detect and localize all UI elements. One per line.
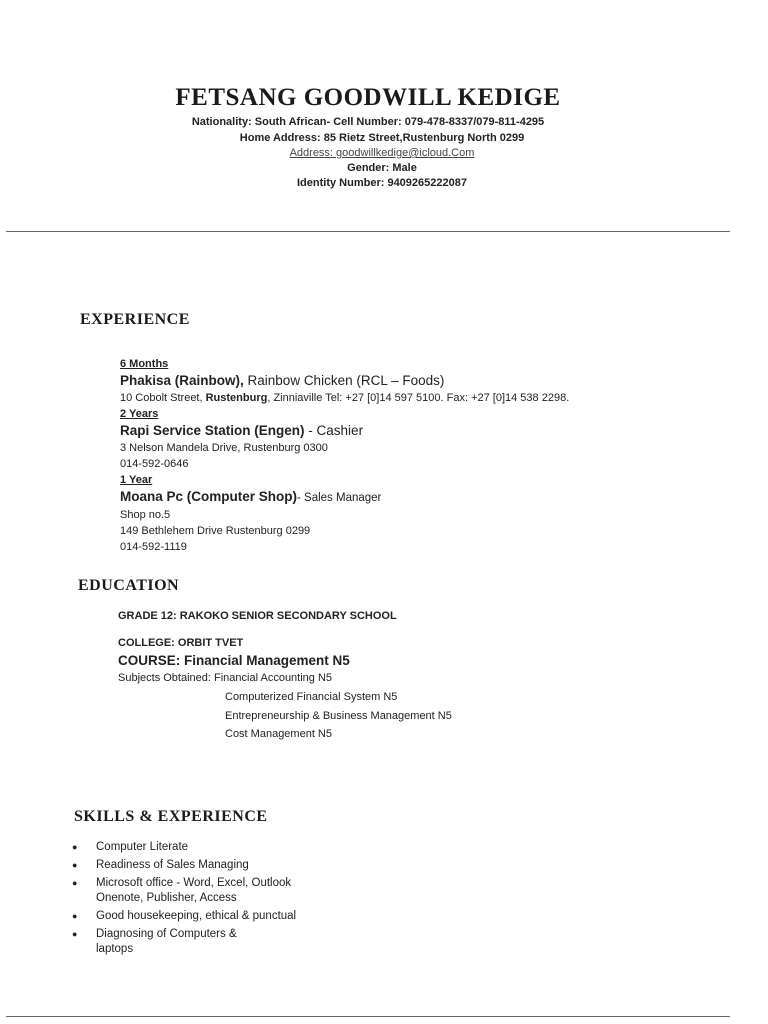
job-employer-line (120, 372, 720, 390)
contact-nationality-cell: Nationality: South African- Cell Number: 079-478-8337/079-811-4295 (191, 116, 545, 128)
contact-gender: Gender: Male (347, 162, 417, 174)
skill-text: Diagnosing of Computers & laptops (96, 928, 237, 955)
job-employer-line (120, 488, 720, 507)
job-role: - Sales Manager (297, 492, 382, 504)
job-address (120, 390, 720, 406)
job-role: - Cashier (304, 423, 364, 438)
candidate-name: FETSANG GOODWILL KEDIGE (175, 84, 561, 111)
experience-heading: EXPERIENCE (80, 311, 190, 328)
skill-item (70, 909, 390, 924)
education-subjects (118, 672, 718, 684)
skill-text: Readiness of Sales Managing (96, 859, 249, 871)
job-role: Rainbow Chicken (RCL – Foods) (243, 373, 445, 388)
skill-item (70, 840, 390, 855)
bullet-icon: ● (72, 842, 78, 852)
skill-text: Computer Literate (96, 841, 189, 853)
experience-job-3 (120, 473, 720, 555)
job-period: 2 Years (120, 408, 159, 420)
job-employer: Phakisa (Rainbow), (120, 373, 244, 388)
subject-item: Cost Management N5 (225, 728, 332, 740)
skill-text: Microsoft office - Word, Excel, Outlook Onenote, Publisher, Access (96, 877, 292, 904)
header-divider (6, 231, 730, 232)
subject-item: Computerized Financial System N5 (225, 691, 398, 703)
job-period: 1 Year (120, 474, 153, 486)
job-phone: 014-592-0646 (120, 458, 189, 470)
subject-item: Financial Accounting N5 (214, 672, 333, 684)
bullet-icon: ● (72, 911, 78, 921)
job-address-part: 10 Cobolt Street, (120, 392, 206, 404)
contact-email[interactable]: Address: goodwillkedige@icloud.Com (289, 147, 475, 159)
contact-home-address: Home Address: 85 Rietz Street,Rustenburg North 0299 (239, 132, 525, 144)
experience-job-1 (120, 357, 720, 406)
experience-job-2 (120, 407, 720, 472)
job-address: 3 Nelson Mandela Drive, Rustenburg 0300 (120, 442, 328, 454)
skill-item (70, 876, 390, 906)
job-period: 6 Months (120, 358, 169, 370)
bullet-icon: ● (72, 860, 78, 870)
skill-text: Good housekeeping, ethical & punctual (96, 910, 297, 922)
job-shop: Shop no.5 (120, 509, 171, 521)
skills-list (70, 840, 390, 960)
education-course: COURSE: Financial Management N5 (118, 653, 350, 668)
job-employer-line (120, 422, 720, 440)
skill-item (70, 927, 390, 957)
job-address-part: , Zinniaville Tel: +27 [0]14 597 5100. Fax: +27 [0]14 538 2298. (267, 392, 570, 404)
job-phone: 014-592-1119 (120, 541, 187, 553)
job-address-city: Rustenburg (205, 392, 268, 404)
subject-item: Entrepreneurship & Business Management N5 (225, 710, 452, 722)
subjects-label: Subjects Obtained: (118, 672, 211, 684)
education-grade12: GRADE 12: RAKOKO SENIOR SECONDARY SCHOOL (118, 610, 397, 622)
bullet-icon: ● (72, 878, 78, 888)
skills-heading: SKILLS & EXPERIENCE (74, 808, 268, 825)
skill-item (70, 858, 390, 873)
job-employer: Moana Pc (Computer Shop) (120, 489, 298, 504)
bullet-icon: ● (72, 929, 78, 939)
education-college: COLLEGE: ORBIT TVET (118, 637, 244, 649)
education-heading: EDUCATION (78, 577, 180, 594)
footer-divider (6, 1016, 730, 1017)
job-address: 149 Bethlehem Drive Rustenburg 0299 (120, 525, 311, 537)
contact-identity-number: Identity Number: 9409265222087 (297, 177, 467, 189)
job-employer: Rapi Service Station (Engen) (120, 423, 305, 438)
